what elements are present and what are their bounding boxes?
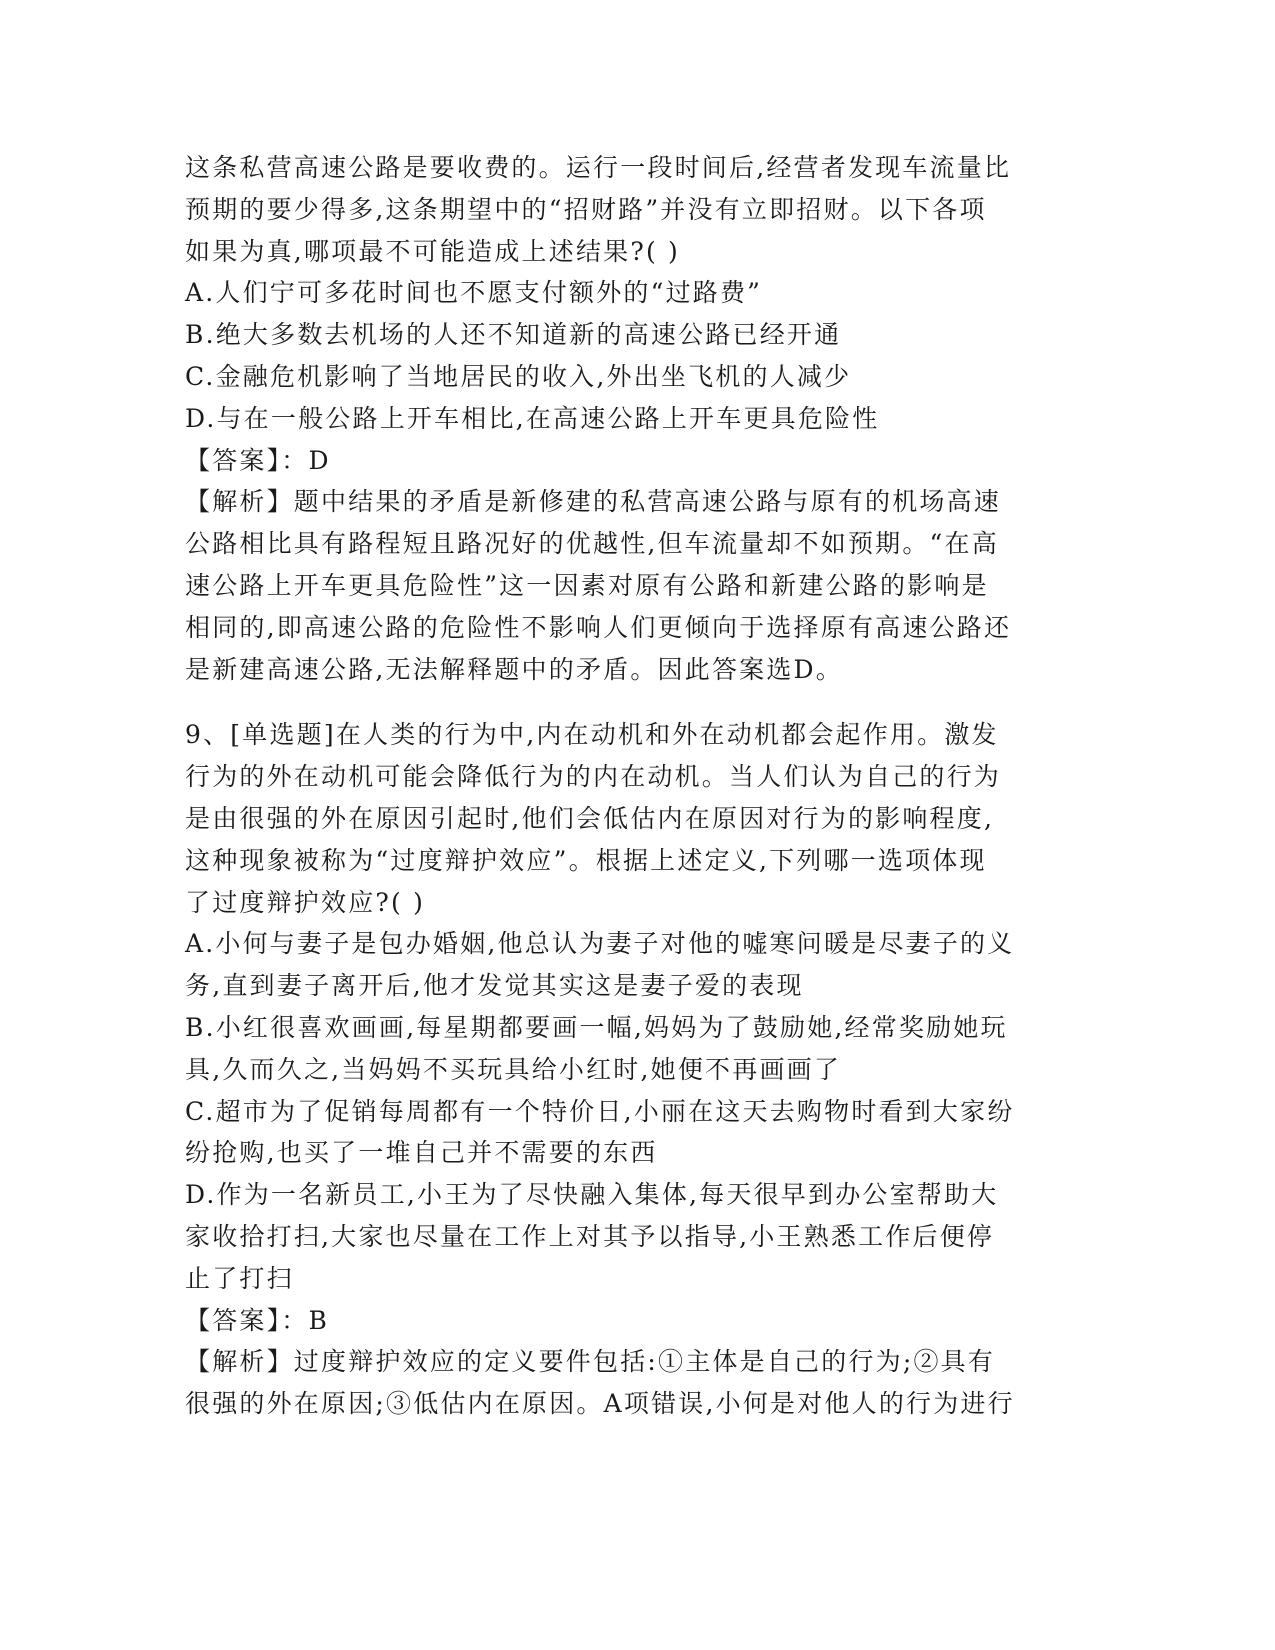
option-d-cont: 家收拾打扫,大家也尽量在工作上对其予以指导,小王熟悉工作后便停	[185, 1221, 995, 1251]
option-d-cont: 止了打扫	[185, 1263, 294, 1293]
answer-line: 【答案】：B	[185, 1305, 330, 1335]
stem-line: 行为的外在动机可能会降低行为的内在动机。当人们认为自己的行为	[185, 762, 1002, 792]
option-a: A.小何与妻子是包办婚姻,他总认为妻子对他的嘘寒问暖是尽妻子的义	[185, 929, 1015, 959]
analysis-block	[185, 1341, 1085, 1425]
option-b: B.绝大多数去机场的人还不知道新的高速公路已经开通	[185, 320, 842, 350]
option-c: C.超市为了促销每周都有一个特价日,小丽在这天去购物时看到大家纷	[185, 1096, 1015, 1126]
option-d: D.作为一名新员工,小王为了尽快融入集体,每天很早到办公室帮助大	[185, 1180, 999, 1210]
question-stem	[185, 147, 1085, 272]
option-c-cont: 纷抢购,也买了一堆自己并不需要的东西	[185, 1138, 658, 1168]
analysis-line: 【解析】题中结果的矛盾是新修建的私营高速公路与原有的机场高速	[185, 487, 1002, 517]
analysis-line: 很强的外在原因;③低估内在原因。A项错误,小何是对他人的行为进行	[185, 1389, 1015, 1419]
analysis-line: 是新建高速公路,无法解释题中的矛盾。因此答案选D。	[185, 654, 843, 684]
option-b-cont: 具,久而久之,当妈妈不买玩具给小红时,她便不再画画了	[185, 1054, 842, 1084]
stem-line: 是由很强的外在原因引起时,他们会低估内在原因对行为的影响程度,	[185, 803, 995, 833]
stem-line: 预期的要少得多,这条期望中的“招财路”并没有立即招财。以下各项	[185, 194, 987, 224]
analysis-line: 【解析】过度辩护效应的定义要件包括:①主体是自己的行为;②具有	[185, 1347, 996, 1377]
stem-line: 这条私营高速公路是要收费的。运行一段时间后,经营者发现车流量比	[185, 153, 1012, 182]
option-list	[185, 272, 1085, 439]
stem-line: 如果为真,哪项最不可能造成上述结果?( )	[185, 236, 681, 266]
analysis-line: 速公路上开车更具危险性”这一因素对原有公路和新建公路的影响是	[185, 570, 989, 600]
question-9	[185, 714, 1085, 1425]
option-d: D.与在一般公路上开车相比,在高速公路上开车更具危险性	[185, 403, 880, 433]
analysis-block	[185, 481, 1085, 690]
document-page	[185, 147, 1085, 1425]
option-a: A.人们宁可多花时间也不愿支付额外的“过路费”	[185, 278, 763, 308]
question-stem	[185, 714, 1085, 923]
option-list	[185, 923, 1085, 1299]
analysis-line: 公路相比具有路程短且路况好的优越性,但车流量却不如预期。“在高	[185, 529, 999, 559]
stem-line: 了过度辩护效应?( )	[185, 887, 426, 917]
answer-line: 【答案】：D	[185, 445, 331, 475]
option-c: C.金融危机影响了当地居民的收入,外出坐飞机的人减少	[185, 361, 852, 391]
option-a-cont: 务,直到妻子离开后,他才发觉其实这是妻子爱的表现	[185, 971, 804, 1001]
question-8	[185, 147, 1085, 690]
stem-line: 这种现象被称为“过度辩护效应”。根据上述定义,下列哪一选项体现	[185, 845, 987, 875]
option-b: B.小红很喜欢画画,每星期都要画一幅,妈妈为了鼓励她,经常奖励她玩	[185, 1012, 1008, 1042]
analysis-line: 相同的,即高速公路的危险性不影响人们更倾向于选择原有高速公路还	[185, 612, 1012, 642]
question-spacer	[185, 690, 1085, 714]
stem-line: 9、[单选题]在人类的行为中,内在动机和外在动机都会起作用。激发	[185, 720, 999, 750]
